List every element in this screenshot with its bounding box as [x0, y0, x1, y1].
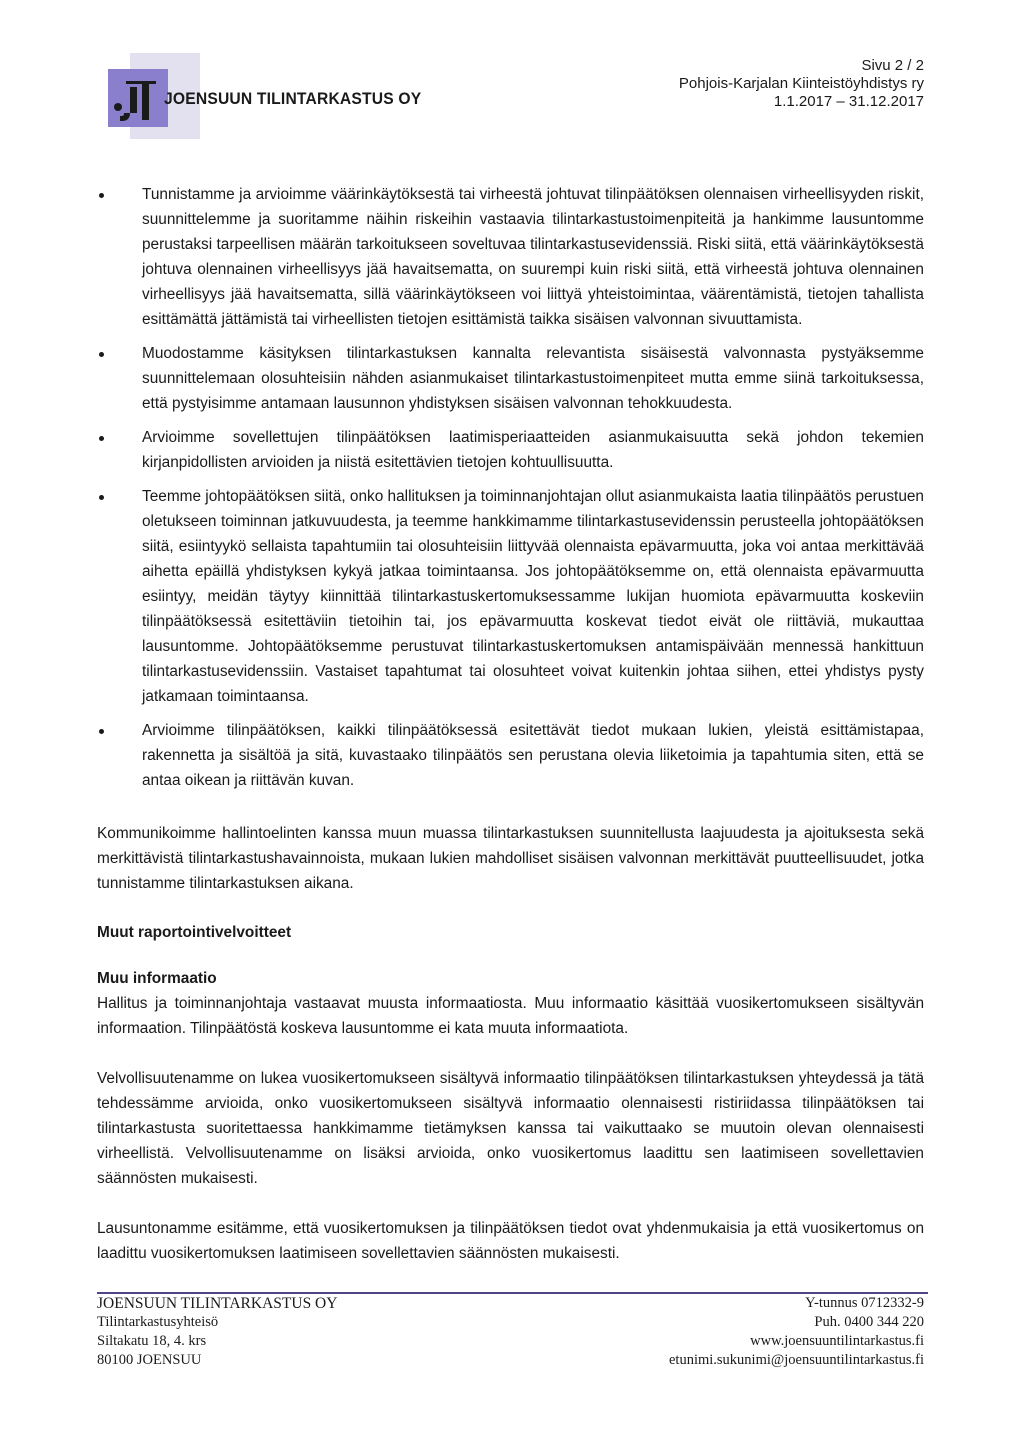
- communication-paragraph: Kommunikoimme hallintoelinten kanssa muun muassa tilintarkastuksen suunnitellusta laajuudesta ja ajoituksesta sekä merkittävistä tilintarkastushavainnoista, mukaan lukien mahdolliset sisäisen valvonnan merkittävät puutteellisuudet, jotka tunnistamme tilintarkastuksen aikana.: [97, 825, 924, 892]
- footer-city: 80100 JOENSUU: [97, 1352, 202, 1368]
- audit-period: 1.1.2017 – 31.12.2017: [773, 93, 924, 110]
- other-info-paragraph-1: Hallitus ja toiminnanjohtaja vastaavat muusta informaatiosta. Muu informaatio käsittää vuosikertomukseen sisältyvän informaation. Tilinpäätöstä koskeva lausuntomme ei kata muuta informaatiota.: [97, 995, 924, 1037]
- footer-contact: [669, 1294, 924, 1370]
- footer-street: Siltakatu 18, 4. krs: [97, 1333, 207, 1349]
- footer-company-type: Tilintarkastusyhteisö: [97, 1314, 219, 1330]
- client-name: Pohjois-Karjalan Kiinteistöyhdistys ry: [678, 75, 924, 92]
- audit-procedures-list: [97, 182, 924, 793]
- section-heading-other-information: Muu informaatio: [97, 970, 217, 987]
- footer-company-name: JOENSUUN TILINTARKASTUS OY: [97, 1295, 338, 1312]
- list-item: Teemme johtopäätöksen siitä, onko hallituksen ja toiminnanjohtajan ollut asianmukaista laatia tilinpäätös perustuen oletukseen toiminnan jatkuvuudesta, ja teemme hankkimamme tilintarkastusevidenssin perusteella johtopäätöksen siitä, esiintyykö sellaista tapahtumiin tai olosuhteisiin liittyvää olennaista epävarmuutta, joka voi antaa merkittävää aihetta epäillä yhdistyksen kykyä jatkaa toimintaansa. Jos johtopäätöksemme on, että olennaista epävarmuutta esiintyy, meidän täytyy kiinnittää tilintarkastuskertomuksessamme lukijan huomiota epävarmuutta koskeviin tilinpäätöksessä esitettäviin tietoihin tai, jos epävarmuutta koskevat tiedot eivät ole riittäviä, mukauttaa lausuntomme. Johtopäätöksemme perustuvat tilintarkastuskertomuksen antamispäivään mennessä hankittuun tilintarkastusevidenssiin. Vastaiset tapahtumat tai olosuhteet voivat kuitenkin johtaa siihen, ettei yhdistys pysty jatkamaan toimintaansa.: [97, 484, 924, 709]
- header-info: [679, 57, 924, 111]
- list-item: Arvioimme tilinpäätöksen, kaikki tilinpäätöksessä esitettävät tiedot mukaan lukien, yleistä esittämistapaa, rakennetta ja sisältöä ja sitä, kuvastaako tilinpäätös sen perustana olevia liiketoimia ja tapahtumia siten, että se antaa oikean ja riittävän kuvan.: [97, 718, 924, 793]
- footer-business-id: Y-tunnus 0712332-9: [805, 1295, 924, 1311]
- other-info-paragraph-3: Lausuntonamme esitämme, että vuosikertomuksen ja tilinpäätöksen tiedot ovat yhdenmukaisia ja että vuosikertomus on laadittu vuosikertomuksen laatimiseen sovellettavien säännösten mukaisesti.: [97, 1220, 924, 1262]
- list-item: Arvioimme sovellettujen tilinpäätöksen laatimisperiaatteiden asianmukaisuutta sekä johdon tekemien kirjanpidollisten arvioiden ja niistä esitettävien tietojen kohtuullisuutta.: [97, 425, 924, 475]
- footer-website-link[interactable]: www.joensuuntilintarkastus.fi: [750, 1333, 924, 1349]
- header-company-name: JOENSUUN TILINTARKASTUS OY: [164, 89, 422, 108]
- footer-phone: Puh. 0400 344 220: [814, 1314, 924, 1330]
- footer-address: [97, 1294, 337, 1370]
- jt-monogram-logo-icon: [112, 79, 164, 125]
- list-item: Muodostamme käsityksen tilintarkastuksen kannalta relevantista sisäisestä valvonnasta pystyäksemme suunnittelemaan olosuhteisiin nähden asianmukaiset tilintarkastustoimenpiteet mutta emme siinä tarkoituksessa, että pystyisimme antamaan lausunnon yhdistyksen sisäisen valvonnan tehokkuudesta.: [97, 341, 924, 416]
- section-heading-other-reporting: Muut raportointivelvoitteet: [97, 924, 292, 941]
- other-info-paragraph-2: Velvollisuutenamme on lukea vuosikertomukseen sisältyvä informaatio tilinpäätöksen tilintarkastuksen yhteydessä ja tätä tehdessämme arvioida, onko vuosikertomukseen sisältyvä informaatio olennaisesti ristiriidassa tilinpäätöksen tai tilintarkastusta suoritettaessa hankkimamme tietämyksen kanssa tai vaikuttaako se muutoin olevan olennaisesti virheellistä. Velvollisuutenamme on lisäksi arvioida, onko vuosikertomus laadittu sen laatimiseen sovellettavien säännösten mukaisesti.: [97, 1070, 924, 1187]
- page-number: Sivu 2 / 2: [861, 57, 924, 74]
- footer-email-link[interactable]: etunimi.sukunimi@joensuuntilintarkastus.fi: [668, 1352, 924, 1368]
- list-item: Tunnistamme ja arvioimme väärinkäytöksestä tai virheestä johtuvat tilinpäätöksen olennaisen virheellisyyden riskit, suunnittelemme ja suoritamme näihin riskeihin vastaavia tilintarkastustoimenpiteitä ja hankimme lausuntomme perustaksi tarpeellisen määrän tarkoitukseen soveltuvaa tilintarkastusevidenssiä. Riski siitä, että väärinkäytöksestä johtuva olennainen virheellisyys jää havaitsematta, on suurempi kuin riski siitä, että virheestä johtuva olennainen virheellisyys jää havaitsematta, sillä väärinkäytökseen voi liittyä yhteistoimintaa, väärentämistä, tietojen tahallista esittämättä jättämistä tai virheellisten tietojen esittämistä taikka sisäisen valvonnan sivuuttamista.: [97, 182, 924, 332]
- document-body: [97, 182, 924, 1266]
